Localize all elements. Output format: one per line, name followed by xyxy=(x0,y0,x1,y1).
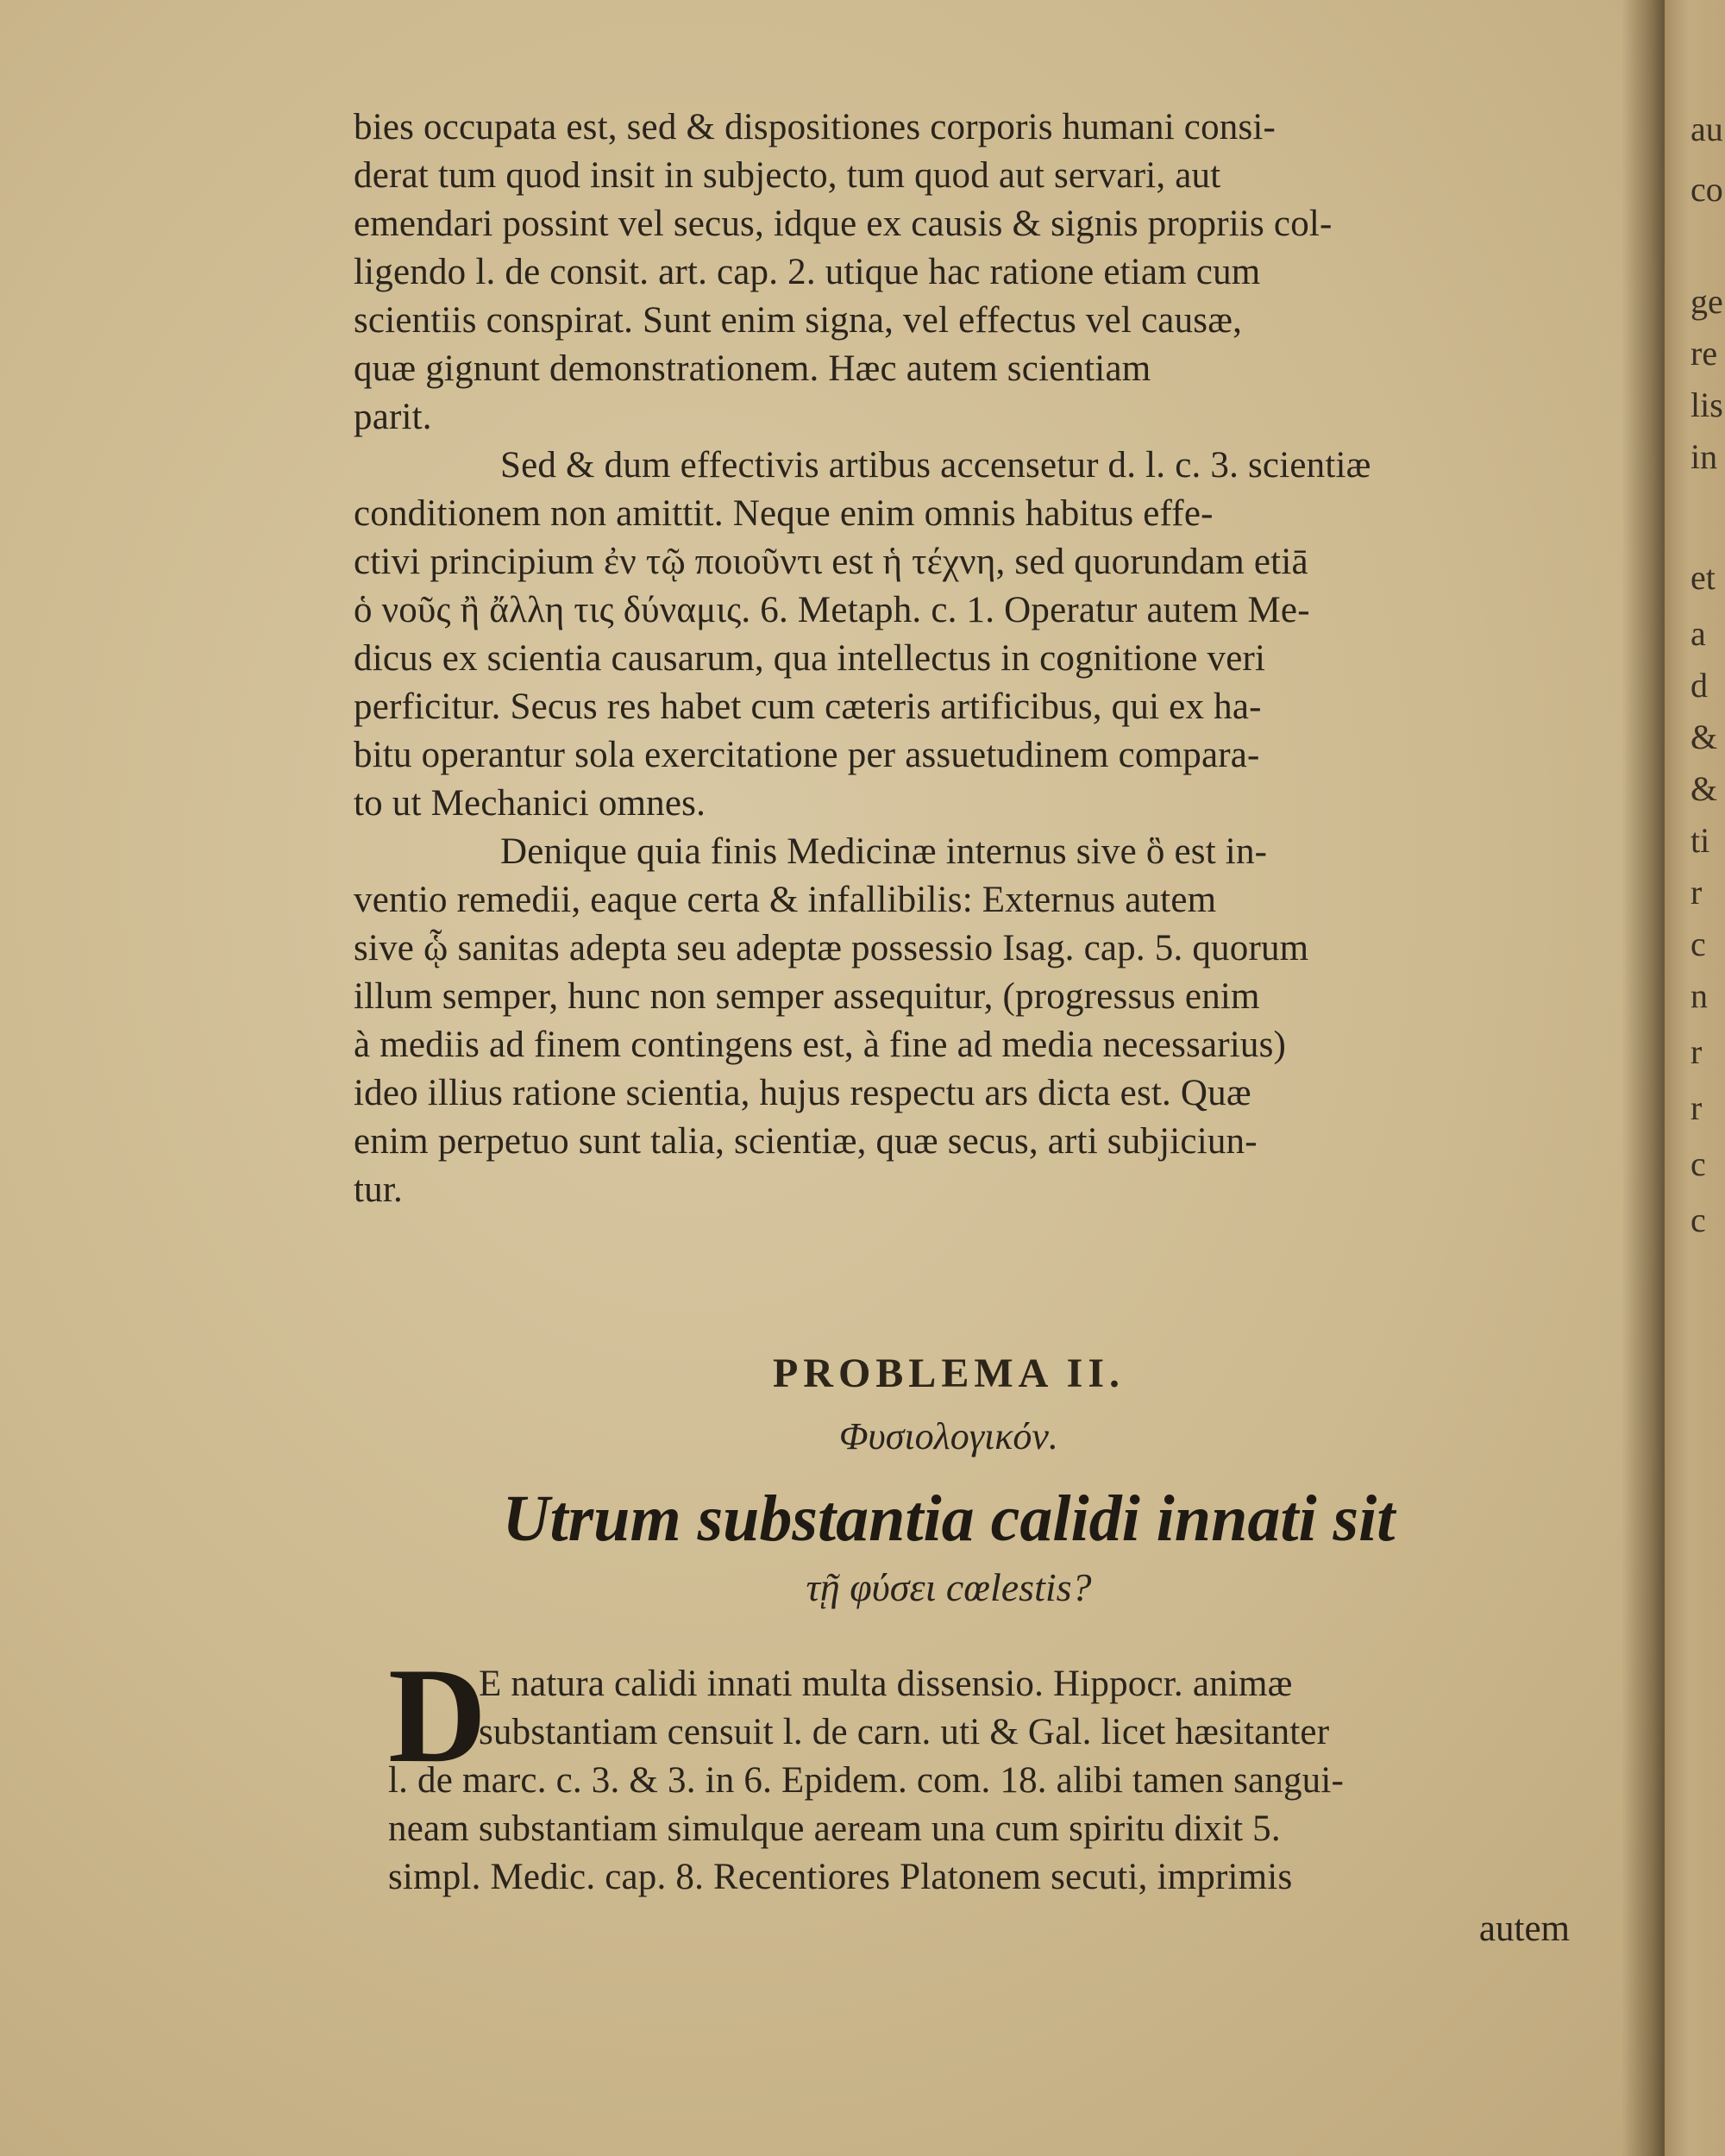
text-line: bitu operantur sola exercitatione per assuetudinem compara- xyxy=(354,735,1260,775)
facing-page-fragment: re xyxy=(1690,334,1718,373)
facing-page-fragment: & xyxy=(1690,718,1718,756)
greek-subheading: Φυσιολογικόν. xyxy=(839,1415,1058,1457)
paragraph-start-line: Sed & dum effectivis artibus accensetur d. l. c. 3. scientiæ xyxy=(500,445,1371,486)
facing-page-fragment: r xyxy=(1690,1032,1703,1071)
facing-page-fragment: r xyxy=(1690,873,1703,912)
facing-page-fragment: & xyxy=(1690,769,1718,808)
catchword: autem xyxy=(1478,1908,1570,1949)
text-line: ideo illius ratione scientia, hujus respectu ars dicta est. Quæ xyxy=(354,1073,1251,1113)
facing-page-fragment: r xyxy=(1690,1088,1703,1127)
text-line: à mediis ad finem contingens est, à fine ad media necessarius) xyxy=(354,1025,1287,1065)
problem-heading: PROBLEMA II. xyxy=(772,1351,1126,1396)
text-line: derat tum quod insit in subjecto, tum quod aut servari, aut xyxy=(354,155,1221,196)
text-line: l. de marc. c. 3. & 3. in 6. Epidem. com. 18. alibi tamen sangui- xyxy=(388,1760,1345,1801)
text-line: parit. xyxy=(354,397,432,437)
text-line: bies occupata est, sed & dispositiones corporis humani consi- xyxy=(354,107,1276,147)
facing-page-fragment: in xyxy=(1690,437,1718,476)
facing-page-edge xyxy=(1665,0,1725,2156)
text-line: ligendo l. de consit. art. cap. 2. utique hac ratione etiam cum xyxy=(354,252,1261,292)
text-line: ventio remedii, eaque certa & infallibilis: Externus autem xyxy=(354,880,1217,920)
text-line: conditionem non amittit. Neque enim omnis habitus effe- xyxy=(354,493,1214,534)
text-line: simpl. Medic. cap. 8. Recentiores Platonem secuti, imprimis xyxy=(388,1857,1293,1897)
main-text-block xyxy=(354,103,1544,1214)
text-line: illum semper, hunc non semper assequitur, (progressus enim xyxy=(354,976,1260,1017)
text-line: tur. xyxy=(354,1169,403,1210)
facing-page-fragment: c xyxy=(1690,924,1706,963)
text-line: perficitur. Secus res habet cum cæteris artificibus, qui ex ha- xyxy=(354,686,1262,727)
text-line: neam substantiam simulque aeream una cum spiritu dixit 5. xyxy=(388,1808,1281,1849)
facing-page-fragment: d xyxy=(1690,666,1708,705)
facing-page-fragment: ge xyxy=(1690,282,1723,321)
facing-page-fragment: et xyxy=(1690,558,1716,597)
facing-page-fragment: ti xyxy=(1690,821,1710,860)
text-line: ὁ νοῦς ἢ ἄλλη τις δύναμις. 6. Metaph. c. 1. Operatur autem Me- xyxy=(354,590,1310,630)
text-line: enim perpetuo sunt talia, scientiæ, quæ secus, arti subjiciun- xyxy=(354,1121,1258,1162)
text-line: to ut Mechanici omnes. xyxy=(354,783,706,824)
facing-page-fragment: c xyxy=(1690,1200,1706,1239)
text-line: E natura calidi innati multa dissensio. Hippocr. animæ xyxy=(479,1664,1293,1704)
section-text-block xyxy=(388,1660,1544,1902)
facing-page-fragment: lis xyxy=(1690,385,1723,424)
text-line: dicus ex scientia causarum, qua intellectus in cognitione veri xyxy=(354,638,1266,679)
drop-cap-initial: D xyxy=(388,1640,487,1791)
facing-page-fragment: c xyxy=(1690,1144,1706,1183)
text-line: quæ gignunt demonstrationem. Hæc autem scientiam xyxy=(354,348,1151,389)
gutter-shadow xyxy=(1622,0,1665,2156)
text-line: scientiis conspirat. Sunt enim signa, vel effectus vel causæ, xyxy=(354,300,1243,341)
text-line: ctivi principium ἐν τῷ ποιοῦντι est ἡ τέχνη, sed quorundam etiā xyxy=(354,542,1308,582)
question-title: Utrum substantia calidi innati sit xyxy=(502,1482,1396,1555)
text-line: sive ᾧ sanitas adepta seu adeptæ possessio Isag. cap. 5. quorum xyxy=(354,928,1309,968)
question-subtitle: τῇ φύσει cœlestis? xyxy=(806,1565,1092,1609)
facing-page-fragment: a xyxy=(1690,614,1706,653)
facing-page-fragment: n xyxy=(1690,976,1708,1015)
text-line: substantiam censuit l. de carn. uti & Gal. licet hæsitanter xyxy=(479,1712,1330,1752)
facing-page-fragment: au xyxy=(1690,110,1723,148)
facing-page-fragment: co xyxy=(1690,170,1723,209)
text-line: emendari possint vel secus, idque ex causis & signis propriis col- xyxy=(354,204,1333,244)
paragraph-start-line: Denique quia finis Medicinæ internus sive ὃ est in- xyxy=(500,831,1268,872)
